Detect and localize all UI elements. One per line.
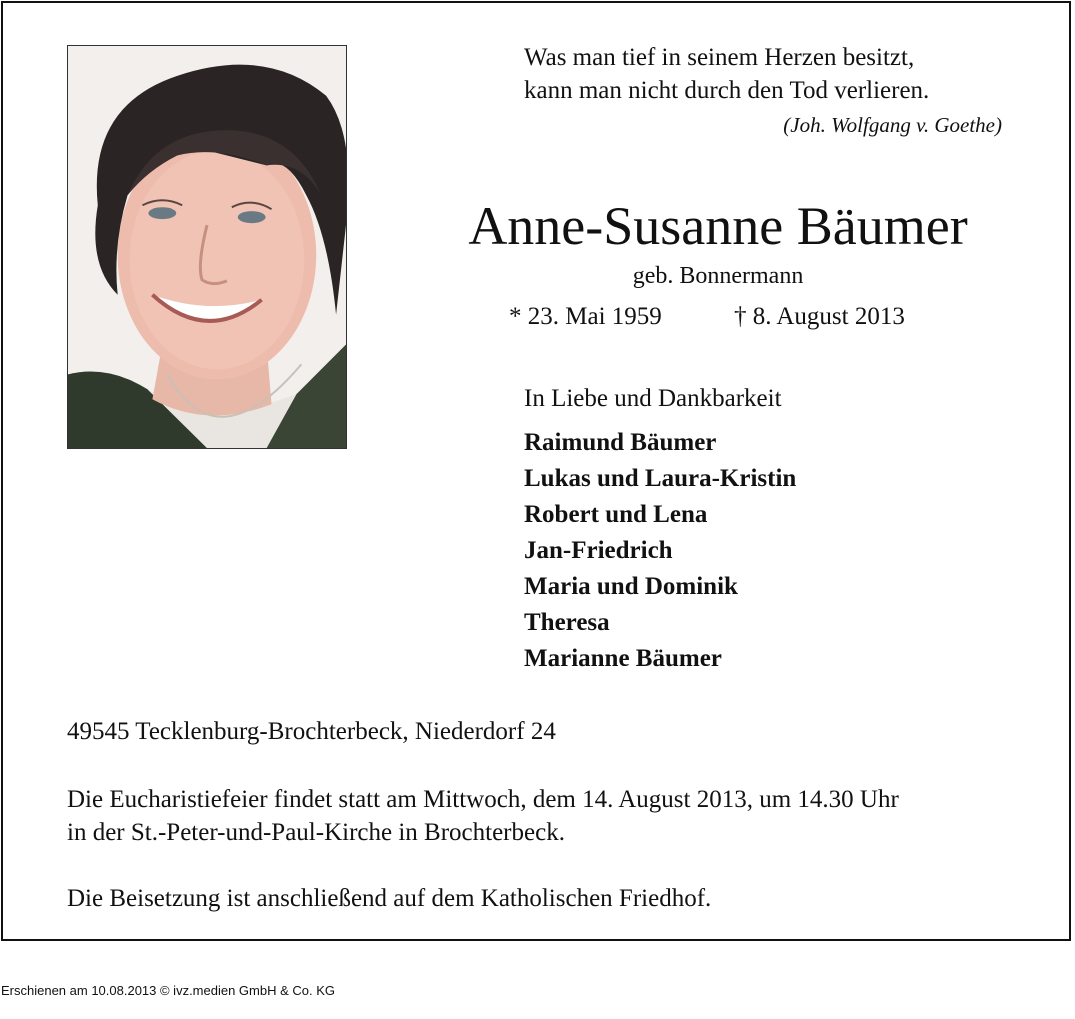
mourners-list bbox=[524, 425, 796, 677]
death-date: † 8. August 2013 bbox=[734, 303, 905, 330]
mourner-name: Lukas und Laura-Kristin bbox=[524, 465, 797, 492]
deceased-name: Anne-Susanne Bäumer bbox=[468, 196, 968, 256]
memorial-quote bbox=[524, 41, 1004, 107]
service-info bbox=[67, 783, 1057, 849]
maiden-name: geb. Bonnermann bbox=[632, 263, 804, 289]
portrait-photo bbox=[67, 45, 347, 449]
mourner-name: Marianne Bäumer bbox=[524, 645, 722, 672]
mourner-name: Jan-Friedrich bbox=[524, 537, 673, 564]
mourner-name: Raimund Bäumer bbox=[524, 429, 717, 456]
mourning-intro: In Liebe und Dankbarkeit bbox=[524, 385, 782, 412]
mourner-name: Maria und Dominik bbox=[524, 573, 738, 600]
publication-footer: Erschienen am 10.08.2013 © ivz.medien GmbH & Co. KG bbox=[1, 983, 336, 998]
obituary-notice bbox=[1, 1, 1071, 941]
quote-line: kann man nicht durch den Tod verlieren. bbox=[524, 77, 930, 104]
service-line: Die Eucharistiefeier findet statt am Mittwoch, dem 14. August 2013, um 14.30 Uhr bbox=[67, 786, 899, 813]
burial-info: Die Beisetzung ist anschließend auf dem Katholischen Friedhof. bbox=[67, 885, 712, 912]
quote-line: Was man tief in seinem Herzen besitzt, bbox=[524, 44, 915, 71]
family-address: 49545 Tecklenburg-Brochterbeck, Niederdorf 24 bbox=[67, 718, 556, 745]
quote-author: (Joh. Wolfgang v. Goethe) bbox=[783, 113, 1002, 137]
mourner-name: Robert und Lena bbox=[524, 501, 708, 528]
mourner-name: Theresa bbox=[524, 609, 610, 636]
birth-date: * 23. Mai 1959 bbox=[509, 303, 662, 330]
service-line: in der St.-Peter-und-Paul-Kirche in Brochterbeck. bbox=[67, 819, 565, 846]
